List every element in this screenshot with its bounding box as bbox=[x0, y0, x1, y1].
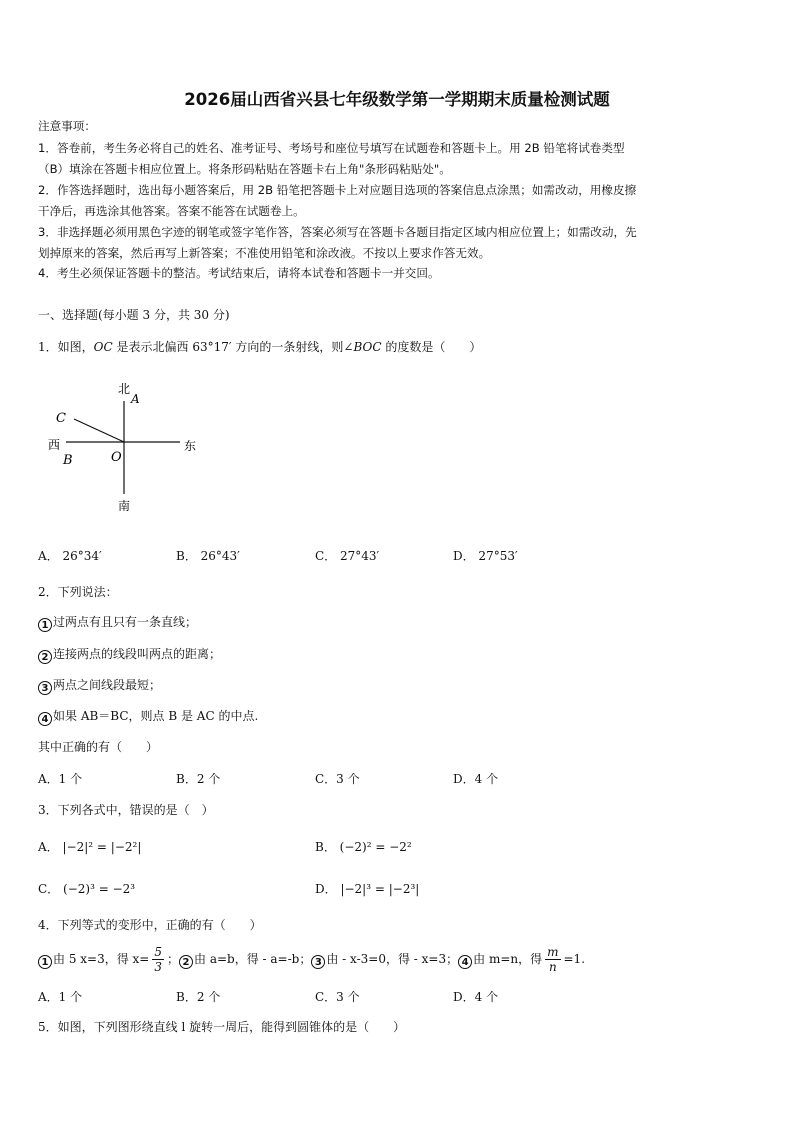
q1-mid: 是表示北偏西 bbox=[112, 340, 193, 354]
notes-line: 4．考生必须保证答题卡的整洁。考试结束后，请将本试卷和答题卡一并交回。 bbox=[38, 266, 440, 280]
q3-option-a bbox=[38, 838, 141, 855]
q3-expression: (−2)² = −2² bbox=[339, 840, 412, 854]
q1-suffix: 的度数是（ ） bbox=[381, 340, 482, 354]
q3-option-label: D． bbox=[315, 882, 337, 896]
q1-option-b: B． 26°43′ bbox=[176, 549, 240, 563]
q2-item-text: 如果 AB＝BC，则点 B 是 AC 的中点. bbox=[53, 709, 259, 723]
q4-option-d: D．4 个 bbox=[453, 990, 499, 1004]
label-west: 西 bbox=[48, 438, 61, 452]
question-2-stem: 2．下列说法： bbox=[38, 585, 118, 599]
circled-number: 3 bbox=[38, 681, 52, 695]
q2-ask: 其中正确的有（ ） bbox=[38, 740, 159, 754]
q2-option-d: D．4 个 bbox=[453, 772, 499, 786]
label-south: 南 bbox=[118, 499, 131, 513]
label-b: B bbox=[63, 453, 73, 468]
label-a: A bbox=[131, 392, 140, 406]
q2-item-text: 两点之间线段最短； bbox=[53, 678, 162, 692]
q2-item bbox=[38, 614, 197, 632]
notes-line: 干净后，再选涂其他答案。答案不能答在试题卷上。 bbox=[38, 204, 305, 218]
q1-angle: 63°17′ bbox=[192, 340, 232, 354]
compass-diagram bbox=[38, 376, 218, 521]
q2-item-text: 过两点有且只有一条直线； bbox=[53, 615, 198, 629]
q3-option-label: B． bbox=[315, 840, 336, 854]
label-north: 北 bbox=[118, 382, 131, 396]
fraction-denominator: 3 bbox=[154, 960, 162, 974]
q4-transformations bbox=[38, 944, 585, 974]
question-1-stem bbox=[38, 339, 481, 355]
notes-line: 1．答卷前，考生务必将自己的姓名、准考证号、考场号和座位号填写在试题卷和答题卡上。用 2B 铅笔将试卷类型 bbox=[38, 141, 625, 155]
q4-fraction-2 bbox=[545, 945, 560, 974]
q3-option-label: C． bbox=[38, 882, 60, 896]
q4-seg3: 由 a=b，得 - a=-b； bbox=[194, 952, 312, 966]
q2-item-text: 连接两点的线段叫两点的距离； bbox=[53, 647, 222, 661]
q3-option-label: A． bbox=[38, 840, 59, 854]
circled-number: 4 bbox=[38, 712, 52, 726]
q3-expression: |−2|² = |−2²| bbox=[62, 840, 142, 854]
q3-option-c bbox=[38, 880, 135, 897]
notes-heading: 注意事项： bbox=[38, 119, 96, 133]
section-title: 一、选择题(每小题 3 分，共 30 分) bbox=[38, 308, 230, 322]
question-3-stem: 3．下列各式中，错误的是（ ） bbox=[38, 803, 214, 817]
notes-line: 划掉原来的答案，然后再写上新答案；不准使用铅笔和涂改液。不按以上要求作答无效。 bbox=[38, 246, 491, 260]
circled-number: 1 bbox=[38, 955, 52, 969]
label-o: O bbox=[111, 450, 122, 465]
q4-seg2: ； bbox=[167, 952, 180, 966]
circled-number: 3 bbox=[311, 955, 325, 969]
fraction-denominator: n bbox=[548, 960, 557, 974]
label-east: 东 bbox=[184, 439, 197, 453]
q1-mid2: 方向的一条射线，则 bbox=[231, 340, 344, 354]
circled-number: 2 bbox=[38, 650, 52, 664]
q4-seg5: 由 m=n，得 bbox=[473, 952, 543, 966]
circled-number: 4 bbox=[458, 955, 472, 969]
q1-oc: OC bbox=[93, 340, 113, 354]
ray-oc bbox=[74, 419, 124, 442]
q1-prefix: 1．如图， bbox=[38, 340, 94, 354]
fraction-numerator: m bbox=[547, 945, 559, 959]
circled-number: 2 bbox=[179, 955, 193, 969]
question-4-stem: 4．下列等式的变形中，正确的有（ ） bbox=[38, 918, 262, 932]
q3-option-b bbox=[315, 838, 412, 855]
q4-option-a: A．1 个 bbox=[38, 990, 83, 1004]
q4-seg6: =1. bbox=[563, 952, 586, 966]
question-5-stem: 5．如图，下列图形绕直线 l 旋转一周后，能得到圆锥体的是（ ） bbox=[38, 1020, 406, 1034]
page-title: 2026届山西省兴县七年级数学第一学期期末质量检测试题 bbox=[184, 90, 610, 109]
q3-option-d bbox=[315, 880, 419, 897]
q2-item bbox=[38, 677, 161, 695]
fraction-numerator: 5 bbox=[154, 945, 162, 959]
circled-number: 1 bbox=[38, 618, 52, 632]
q1-boc: ∠BOC bbox=[343, 340, 382, 354]
notes-line: （B）填涂在答题卡相应位置上。将条形码粘贴在答题卡右上角"条形码粘贴处"。 bbox=[38, 162, 451, 176]
q1-option-d: D． 27°53′ bbox=[453, 549, 518, 563]
q4-seg4: 由 - x-3=0，得 - x=3； bbox=[326, 952, 459, 966]
q4-fraction-1 bbox=[152, 945, 164, 974]
q2-option-b: B．2 个 bbox=[176, 772, 221, 786]
q4-option-c: C．3 个 bbox=[315, 990, 360, 1004]
q1-option-a: A． 26°34′ bbox=[38, 549, 102, 563]
q2-option-a: A．1 个 bbox=[38, 772, 83, 786]
q2-option-c: C．3 个 bbox=[315, 772, 360, 786]
q2-item bbox=[38, 646, 221, 664]
notes-line: 3．非选择题必须用黑色字迹的钢笔或签字笔作答，答案必须写在答题卡各题目指定区域内相应位置上；如需改动，先 bbox=[38, 225, 637, 239]
label-c: C bbox=[56, 411, 66, 426]
q4-seg1: 由 5 x=3，得 x= bbox=[53, 952, 150, 966]
notes-line: 2．作答选择题时，选出每小题答案后，用 2B 铅笔把答题卡上对应题目选项的答案信息点涂黑；如需改动，用橡皮擦 bbox=[38, 183, 637, 197]
q3-expression: (−2)³ = −2³ bbox=[63, 882, 136, 896]
q2-item bbox=[38, 708, 258, 726]
q3-expression: |−2|³ = |−2³| bbox=[340, 882, 420, 896]
q1-option-c: C． 27°43′ bbox=[315, 549, 380, 563]
q4-option-b: B．2 个 bbox=[176, 990, 221, 1004]
